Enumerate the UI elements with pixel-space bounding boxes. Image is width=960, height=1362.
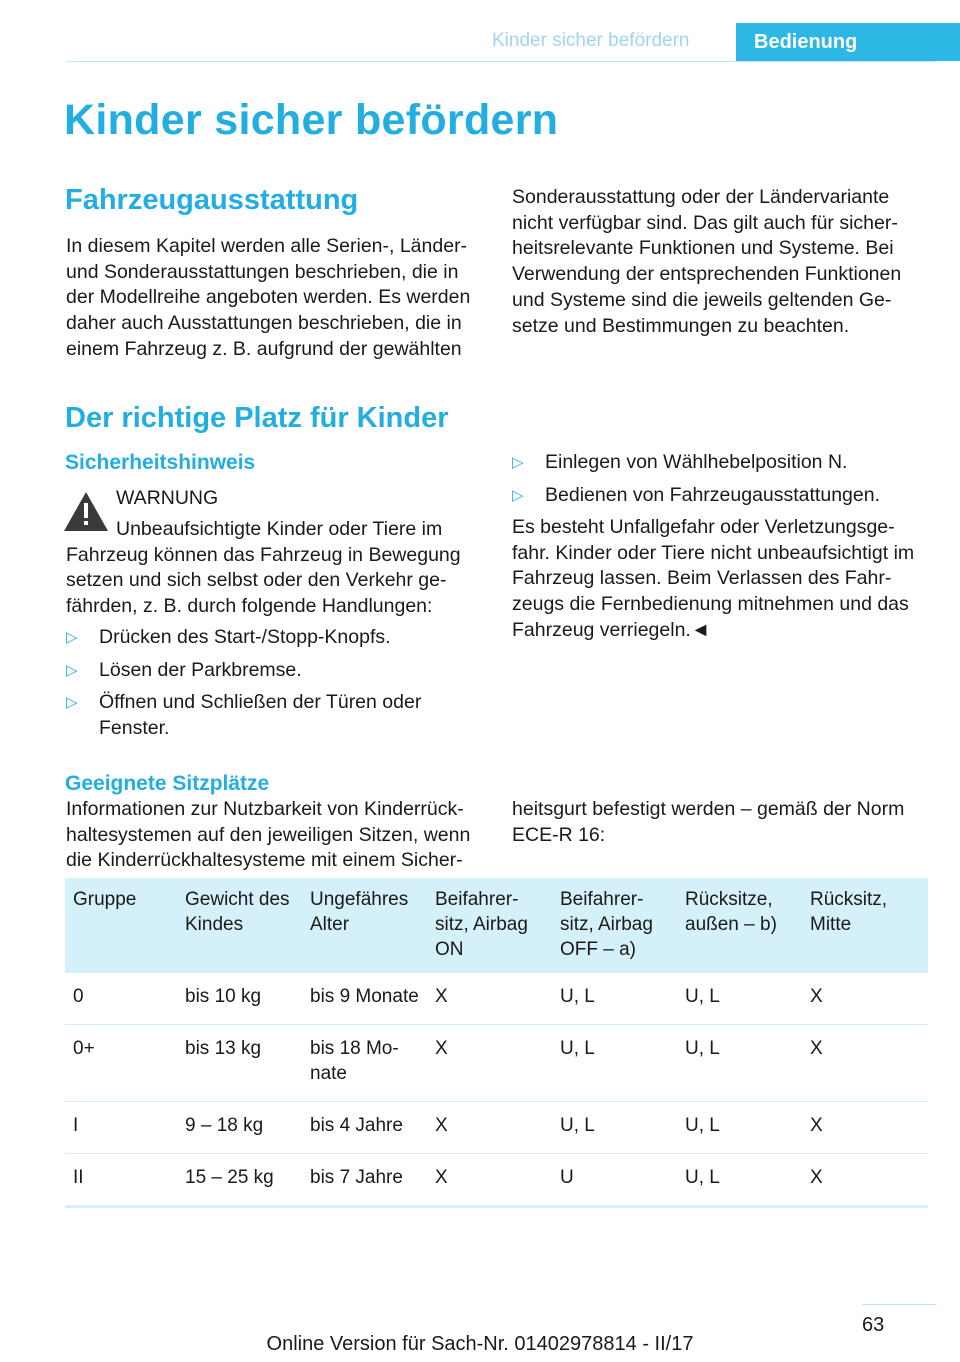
list-item xyxy=(512,450,926,476)
table-cell: X xyxy=(802,1102,928,1154)
table-cell: U, L xyxy=(552,1025,677,1102)
table-cell: I xyxy=(65,1102,177,1154)
table-cell: U, L xyxy=(552,973,677,1025)
list-item-text: Lösen der Parkbremse. xyxy=(99,658,302,681)
warning-conclusion: Es besteht Unfallgefahr oder Verletzungsgefahr. Kinder oder Tiere nicht unbeaufsichtigt im Fahrzeug lassen. Beim Verlassen des Fahrzeugs die Fernbedienung mitnehmen und das Fahrzeug verriegeln.◄ xyxy=(512,516,915,641)
table-cell: 0 xyxy=(65,973,177,1025)
table-cell: bis 7 Jahre xyxy=(302,1154,427,1207)
table-row xyxy=(65,973,928,1025)
seats-text-left: Informationen zur Nutzbarkeit von Kinderrückhaltesystemen auf den jeweiligen Sitzen, wenn die Kinderrückhaltesysteme mit einem Sicher- xyxy=(66,798,471,872)
triangle-right-bullet-icon: ▷ xyxy=(66,661,78,679)
warning-label: WARNUNG xyxy=(116,487,219,509)
table-cell: U, L xyxy=(677,973,802,1025)
table-header-cell: Ungefähres Alter xyxy=(302,878,427,973)
table-cell: 9 – 18 kg xyxy=(177,1102,302,1154)
warning-text: Unbeaufsichtigte Kinder oder Tiere im Fahrzeug können das Fahrzeug in Bewegung setzen und sich selbst oder den Verkehr gefährden, z. B. durch folgende Handlungen: xyxy=(66,518,461,618)
table-cell: bis 4 Jahre xyxy=(302,1102,427,1154)
table-header-cell: Beifahrersitz, Airbag ON xyxy=(427,878,552,973)
list-item-text: Öffnen und Schließen der Türen oder Fenster. xyxy=(99,691,422,740)
table-cell: X xyxy=(427,1102,552,1154)
list-item xyxy=(512,483,926,509)
list-item xyxy=(66,625,478,651)
table-row xyxy=(65,1025,928,1102)
footer-text: Online Version für Sach-Nr. 01402978814 - II/17 xyxy=(266,1333,694,1355)
table-header-cell: Gewicht des Kindes xyxy=(177,878,302,973)
table-cell: 0+ xyxy=(65,1025,177,1102)
list-item-text: Drücken des Start-/Stopp-Knopfs. xyxy=(99,626,391,648)
table-cell: X xyxy=(802,1025,928,1102)
triangle-right-bullet-icon: ▷ xyxy=(512,454,524,471)
list-item-text: Einlegen von Wählhebelposition N. xyxy=(545,451,848,473)
table-header-cell: Rücksitz, Mitte xyxy=(802,878,928,973)
fahrzeug-text-right: Sonderausstattung oder der Ländervariante nicht verfügbar sind. Das gilt auch für sicherheitsrelevante Funktionen und Systeme. Bei Verwendung der entsprechenden Funktionen und Systeme sind die jeweils geltenden Gesetze und Bestimmungen zu beachten. xyxy=(512,186,902,337)
section-heading-fahrzeugausstattung: Fahrzeugausstattung xyxy=(65,184,359,216)
table-cell: 15 – 25 kg xyxy=(177,1154,302,1207)
table-cell: bis 13 kg xyxy=(177,1025,302,1102)
table-cell: bis 10 kg xyxy=(177,973,302,1025)
page-title: Kinder sicher befördern xyxy=(64,96,559,144)
table-cell: U, L xyxy=(552,1102,677,1154)
table-cell: U, L xyxy=(677,1025,802,1102)
header-divider xyxy=(66,61,936,62)
bullet-list-left xyxy=(66,625,478,749)
bullet-list-right xyxy=(512,450,926,515)
section-heading-platz: Der richtige Platz für Kinder xyxy=(65,402,449,434)
table-header-cell: Beifahrersitz, Airbag OFF – a) xyxy=(552,878,677,973)
triangle-right-bullet-icon: ▷ xyxy=(66,629,78,646)
table-header-cell: Gruppe xyxy=(65,878,177,973)
table-cell: X xyxy=(802,973,928,1025)
header-section-label: Kinder sicher befördern xyxy=(492,30,690,51)
table-cell: II xyxy=(65,1154,177,1207)
triangle-right-bullet-icon: ▷ xyxy=(66,694,78,712)
table-cell: X xyxy=(427,1025,552,1102)
list-item-text: Bedienen von Fahrzeugausstattungen. xyxy=(545,483,880,506)
table-row xyxy=(65,1154,928,1207)
header-tab-label: Bedienung xyxy=(754,31,858,53)
table-cell: X xyxy=(802,1154,928,1207)
header-tab-bedienung[interactable] xyxy=(736,23,960,61)
table-cell: X xyxy=(427,1154,552,1207)
table-cell: U, L xyxy=(677,1154,802,1207)
fahrzeug-text-left: In diesem Kapitel werden alle Serien-, Länder- und Sonderausstattungen beschrieben, die in der Modellreihe angeboten werden. Es werden daher auch Ausstattungen beschrieben, die in einem Fahrzeug z. B. aufgrund der gewählten xyxy=(66,235,471,360)
table-cell: U, L xyxy=(677,1102,802,1154)
page-number-divider xyxy=(862,1304,936,1305)
subheading-geeignete-sitzplaetze: Geeignete Sitzplätze xyxy=(65,772,270,795)
table-cell: bis 18 Monate xyxy=(302,1025,427,1102)
seats-text-right: heitsgurt befestigt werden – gemäß der Norm ECE-R 16: xyxy=(512,798,905,846)
triangle-right-bullet-icon: ▷ xyxy=(512,486,524,504)
table-header-cell: Rücksitze, außen – b) xyxy=(677,878,802,973)
table-header-row xyxy=(65,878,928,973)
subheading-sicherheitshinweis: Sicherheitshinweis xyxy=(65,451,256,474)
table-cell: bis 9 Monate xyxy=(302,973,427,1025)
table-row xyxy=(65,1102,928,1154)
page-number: 63 xyxy=(862,1314,885,1336)
table-cell: X xyxy=(427,973,552,1025)
child-seat-table xyxy=(65,878,928,1208)
list-item xyxy=(66,690,478,741)
list-item xyxy=(66,658,478,684)
table-cell: U xyxy=(552,1154,677,1207)
